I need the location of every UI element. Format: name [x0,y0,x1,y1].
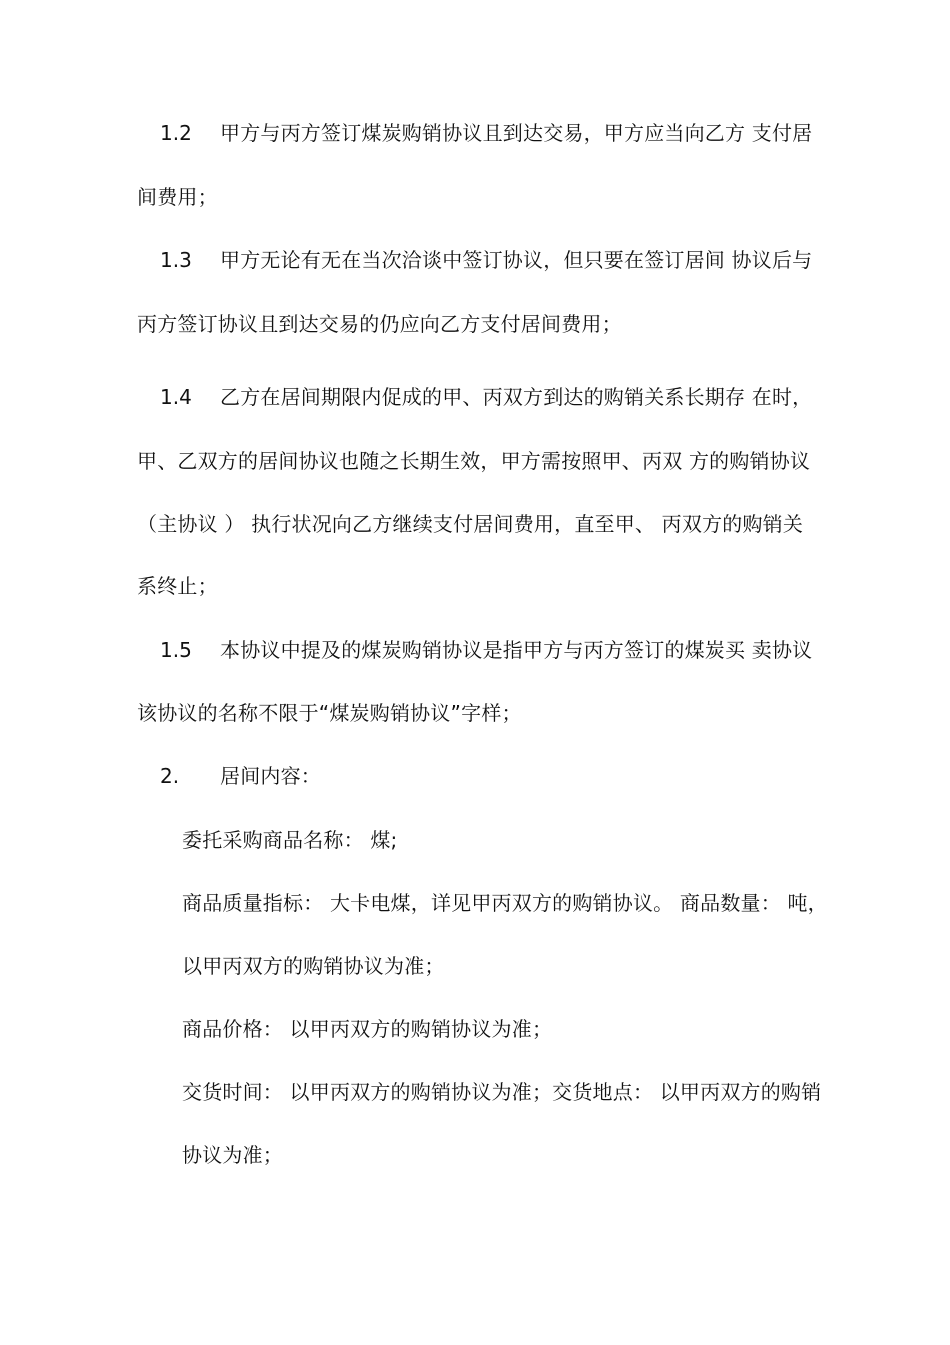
clause-1-4-line-1: 乙方在居间期限内促成的甲、丙双方到达的购销关系长期存 在时， [220,385,813,409]
item-price: 商品价格： 以甲丙双方的购销协议为准； [182,1017,553,1041]
clause-1-3-line-1: 甲方无论有无在当次洽谈中签订协议，但只要在签订居间 协议后与 [220,248,813,272]
clause-1-4-line-2: 甲、乙双方的居间协议也随之长期生效，甲方需按照甲、丙双 方的购销协议 [137,449,811,473]
clause-1-2-line-2: 间费用； [137,185,218,209]
clause-1-5-line-2: 该协议的名称不限于“煤炭购销协议”字样； [137,701,522,725]
clause-1-3-line-2: 丙方签订协议且到达交易的仍应向乙方支付居间费用； [137,312,622,336]
section-number-2: 2. [160,764,180,788]
clause-1-2-line-1: 甲方与丙方签订煤炭购销协议且到达交易，甲方应当向乙方 支付居 [220,121,813,145]
clause-number-1-5: 1.5 [160,638,192,662]
item-delivery-place-basis: 协议为准； [182,1143,283,1167]
clause-1-4-line-4: 系终止； [137,574,218,598]
clause-number-1-3: 1.3 [160,248,192,272]
section-2-heading: 居间内容： [220,764,321,788]
item-delivery-time-place: 交货时间： 以甲丙双方的购销协议为准；交货地点： 以甲丙双方的购销 [182,1080,822,1104]
item-product-name: 委托采购商品名称： 煤; [182,828,398,852]
clause-1-5-line-1: 本协议中提及的煤炭购销协议是指甲方与丙方签订的煤炭买 卖协议 [220,638,813,662]
clause-1-4-line-3: （主协议 ） 执行状况向乙方继续支付居间费用，直至甲、 丙双方的购销关 [137,512,804,536]
clause-number-1-2: 1.2 [160,121,192,145]
item-quality-quantity: 商品质量指标： 大卡电煤，详见甲丙双方的购销协议。 商品数量： 吨， [182,891,828,915]
item-quantity-basis: 以甲丙双方的购销协议为准； [182,954,445,978]
clause-number-1-4: 1.4 [160,385,192,409]
